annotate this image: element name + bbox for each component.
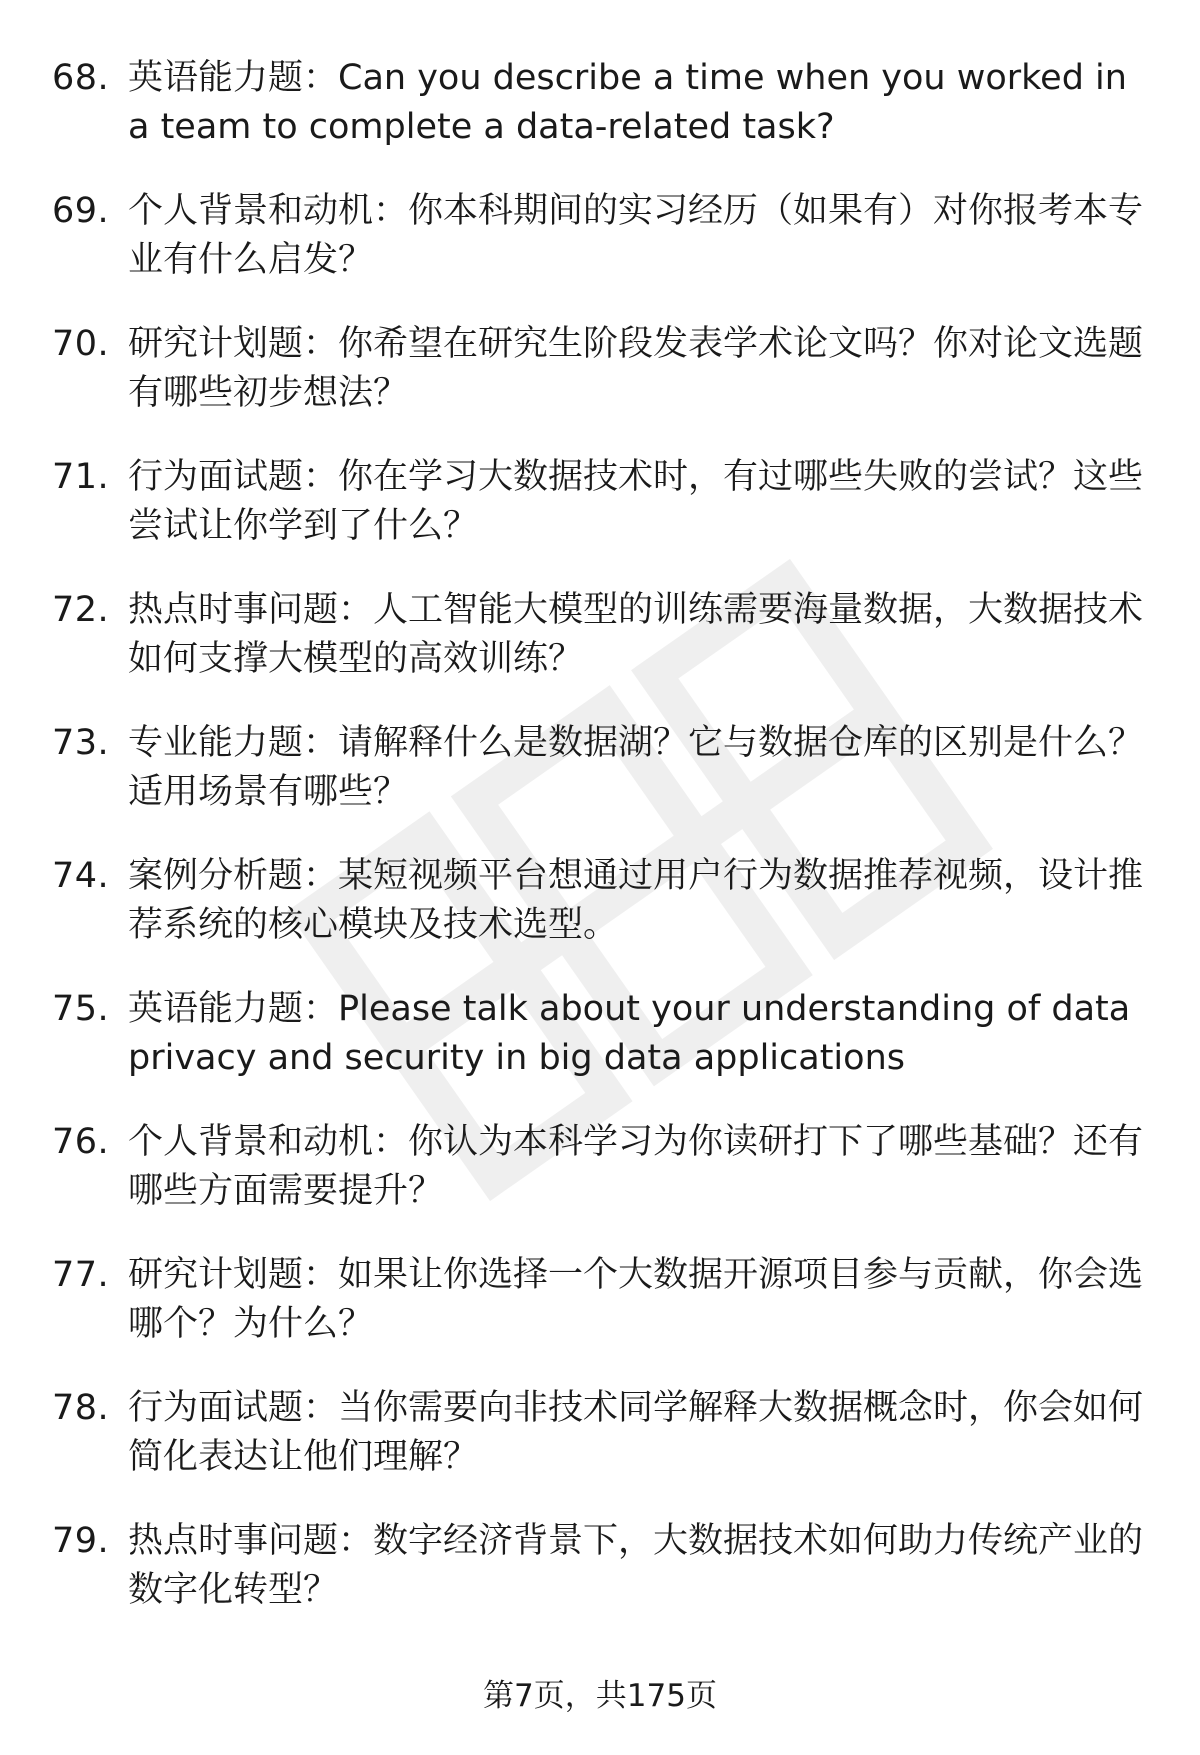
question-text: 数字经济背景下，大数据技术如何助力传统产业的数字化转型？ <box>128 1521 1144 1610</box>
question-text: 你希望在研究生阶段发表学术论文吗？你对论文选题有哪些初步想法？ <box>128 324 1144 413</box>
question-item <box>52 1251 1152 1384</box>
question-text: 人工智能大模型的训练需要海量数据，大数据技术如何支撑大模型的高效训练？ <box>128 590 1144 679</box>
question-number: 72. <box>52 590 110 630</box>
page-number-footer: 第7页，共175页 <box>483 1678 717 1714</box>
question-item <box>52 453 1152 586</box>
question-number: 74. <box>52 856 110 896</box>
question-category: 英语能力题： <box>128 989 339 1029</box>
question-text: 请解释什么是数据湖？它与数据仓库的区别是什么？适用场景有哪些？ <box>128 723 1144 812</box>
question-category: 热点时事问题： <box>128 1521 374 1561</box>
question-text: 如果让你选择一个大数据开源项目参与贡献，你会选哪个？为什么？ <box>128 1255 1144 1344</box>
question-body <box>128 985 1152 1083</box>
question-body <box>128 187 1152 285</box>
question-text: 当你需要向非技术同学解释大数据概念时，你会如何简化表达让他们理解？ <box>128 1388 1144 1477</box>
question-category: 个人背景和动机： <box>128 191 409 231</box>
question-category: 案例分析题： <box>128 856 339 896</box>
question-item <box>52 852 1152 985</box>
question-body <box>128 852 1152 950</box>
question-text: 你在学习大数据技术时，有过哪些失败的尝试？这些尝试让你学到了什么？ <box>128 457 1144 546</box>
question-number: 73. <box>52 723 110 763</box>
question-text: 某短视频平台想通过用户行为数据推荐视频，设计推荐系统的核心模块及技术选型。 <box>128 856 1144 945</box>
question-category: 专业能力题： <box>128 723 339 763</box>
question-body <box>128 719 1152 817</box>
question-category: 研究计划题： <box>128 324 339 364</box>
question-item <box>52 1517 1152 1650</box>
question-item <box>52 187 1152 320</box>
question-text: 你本科期间的实习经历（如果有）对你报考本专业有什么启发？ <box>128 191 1144 280</box>
question-category: 行为面试题： <box>128 457 339 497</box>
question-item <box>52 320 1152 453</box>
question-text: 你认为本科学习为你读研打下了哪些基础？还有哪些方面需要提升？ <box>128 1122 1144 1211</box>
question-item <box>52 985 1152 1118</box>
question-item <box>52 719 1152 852</box>
question-text: Can you describe a time when you worked in a team to complete a data-related task? <box>128 58 1127 147</box>
question-number: 68. <box>52 58 110 98</box>
question-body <box>128 1517 1152 1615</box>
question-number: 79. <box>52 1521 110 1561</box>
question-category: 个人背景和动机： <box>128 1122 409 1162</box>
question-body <box>128 1118 1152 1216</box>
question-body <box>128 1384 1152 1482</box>
question-number: 78. <box>52 1388 110 1428</box>
question-body <box>128 320 1152 418</box>
question-item <box>52 1118 1152 1251</box>
question-item <box>52 54 1152 187</box>
question-number: 69. <box>52 191 110 231</box>
question-body <box>128 54 1152 152</box>
question-text: Please talk about your understanding of data privacy and security in big data applications <box>128 989 1131 1078</box>
question-category: 行为面试题： <box>128 1388 339 1428</box>
question-body <box>128 586 1152 684</box>
question-category: 英语能力题： <box>128 58 339 98</box>
question-item <box>52 1384 1152 1517</box>
question-number: 76. <box>52 1122 110 1162</box>
question-number: 75. <box>52 989 110 1029</box>
question-item <box>52 586 1152 719</box>
question-number: 70. <box>52 324 110 364</box>
question-body <box>128 453 1152 551</box>
question-body <box>128 1251 1152 1349</box>
question-list <box>52 54 1152 1650</box>
question-number: 77. <box>52 1255 110 1295</box>
question-number: 71. <box>52 457 110 497</box>
question-category: 热点时事问题： <box>128 590 374 630</box>
question-category: 研究计划题： <box>128 1255 339 1295</box>
